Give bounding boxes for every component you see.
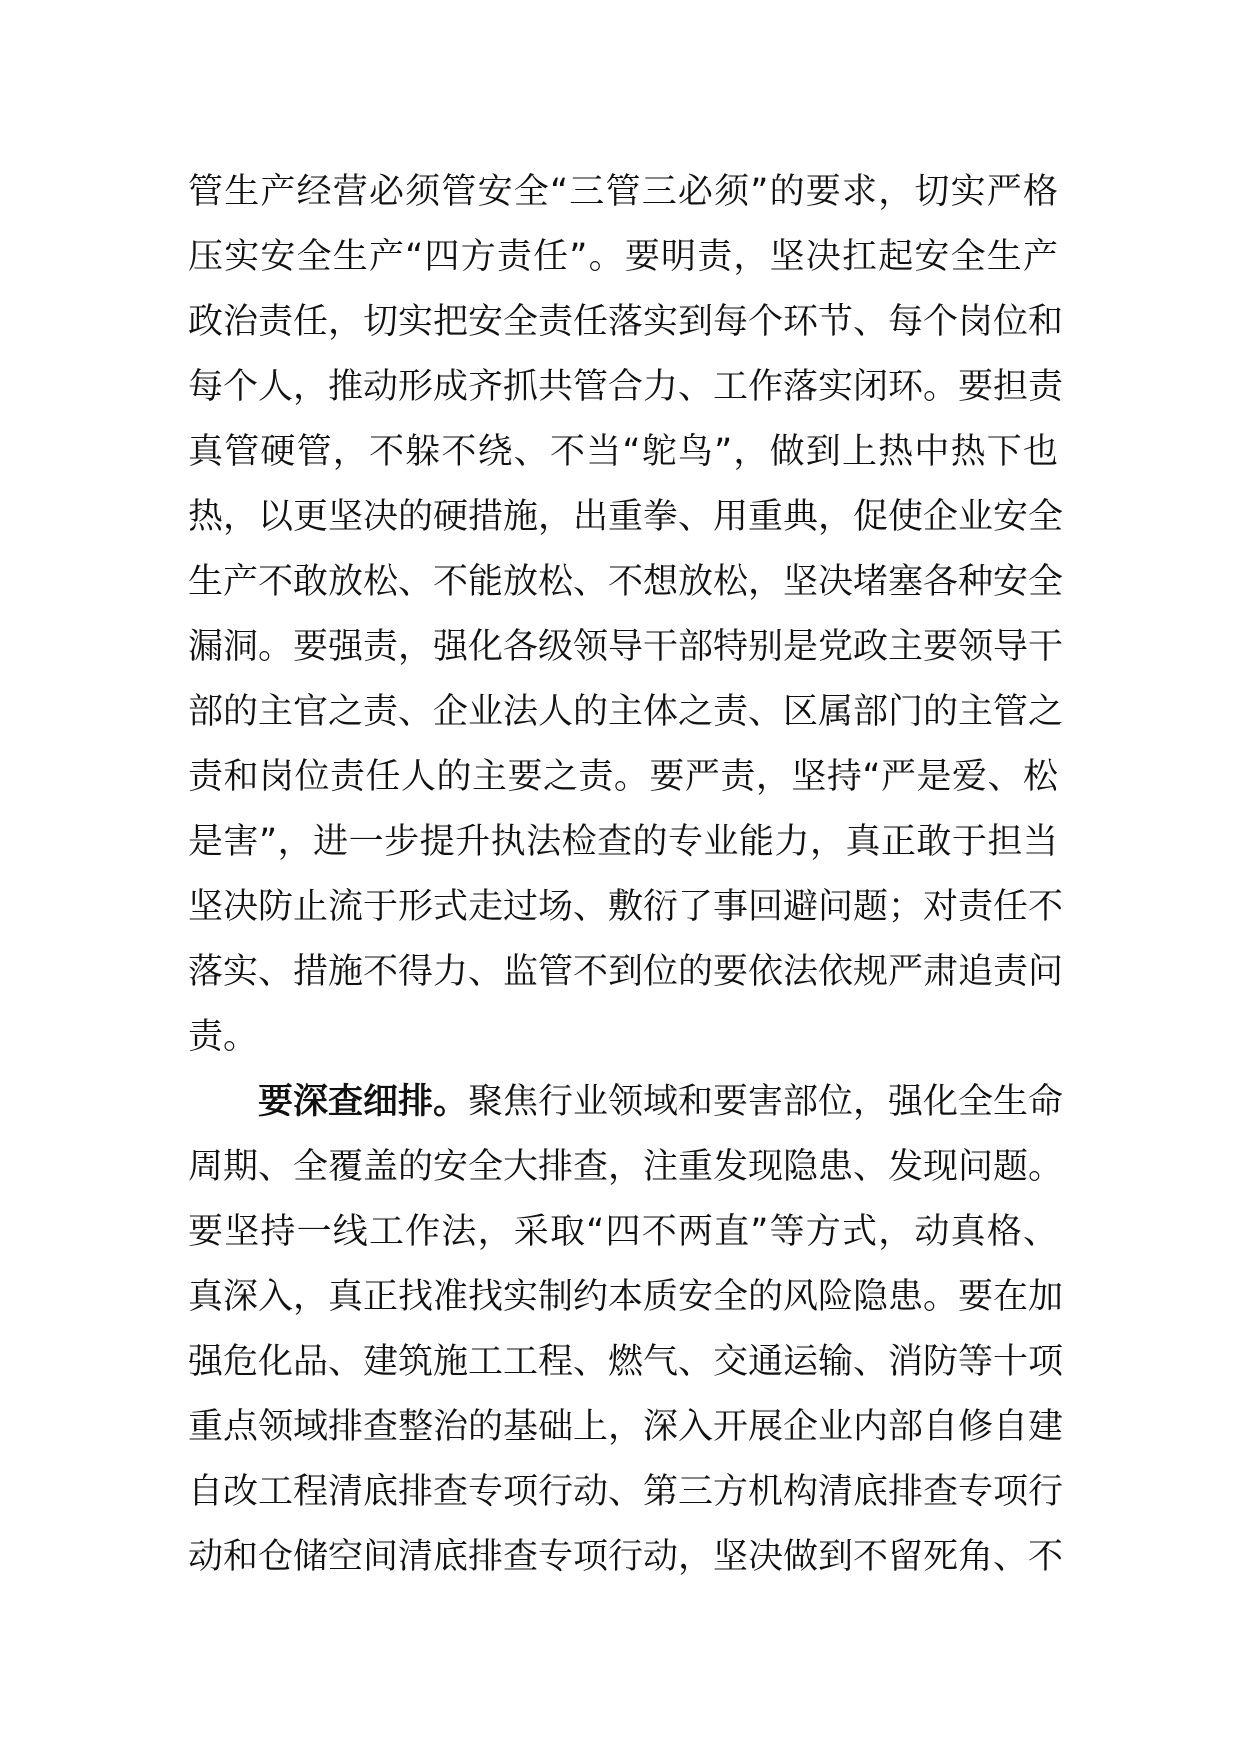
paragraph-responsibility	[188, 160, 1064, 1070]
text-line: 部的主官之责、企业法人的主体之责、区属部门的主管之	[188, 692, 1064, 732]
paragraph-first-line	[188, 1070, 1064, 1135]
paragraph-heading: 要深查细排。	[258, 1082, 469, 1122]
text-line: 政治责任，切实把安全责任落实到每个环节、每个岗位和	[188, 302, 1064, 342]
text-line: 重点领域排查整治的基础上，深入开展企业内部自修自建	[188, 1407, 1064, 1447]
text-line: 动和仓储空间清底排查专项行动，坚决做到不留死角、不	[188, 1537, 1064, 1577]
text-line: 坚决防止流于形式走过场、敷衍了事回避问题；对责任不	[188, 887, 1064, 927]
text-line: 强危化品、建筑施工工程、燃气、交通运输、消防等十项	[188, 1342, 1064, 1382]
text-line: 每个人，推动形成齐抓共管合力、工作落实闭环。要担责	[188, 367, 1064, 407]
document-body	[188, 160, 1064, 1590]
text-line: 真管硬管，不躲不绕、不当“鸵鸟”，做到上热中热下也	[188, 432, 1058, 472]
text-line: 压实安全生产“四方责任”。要明责，坚决扛起安全生产	[188, 237, 1058, 277]
paragraph-inspection	[188, 1070, 1064, 1590]
text-line: 漏洞。要强责，强化各级领导干部特别是党政主要领导干	[188, 627, 1064, 667]
text-line: 真深入，真正找准找实制约本质安全的风险隐患。要在加	[188, 1277, 1064, 1317]
text-line: 责。	[188, 1017, 259, 1057]
text-line: 生产不敢放松、不能放松、不想放松，坚决堵塞各种安全	[188, 562, 1064, 602]
text-line: 自改工程清底排查专项行动、第三方机构清底排查专项行	[188, 1472, 1064, 1512]
text-line: 是害”，进一步提升执法检查的专业能力，真正敢于担当	[188, 822, 1058, 862]
text-line: 要坚持一线工作法，采取“四不两直”等方式，动真格、	[188, 1212, 1058, 1252]
text-line: 周期、全覆盖的安全大排查，注重发现隐患、发现问题。	[188, 1147, 1064, 1187]
text-line: 管生产经营必须管安全“三管三必须”的要求，切实严格	[188, 172, 1058, 212]
text-line: 热，以更坚决的硬措施，出重拳、用重典，促使企业安全	[188, 497, 1064, 537]
text-line: 落实、措施不得力、监管不到位的要依法依规严肃追责问	[188, 952, 1064, 992]
text-line: 责和岗位责任人的主要之责。要严责，坚持“严是爱、松	[188, 757, 1058, 797]
paragraph-first-line-text: 聚焦行业领域和要害部位，强化全生命	[468, 1082, 1064, 1122]
